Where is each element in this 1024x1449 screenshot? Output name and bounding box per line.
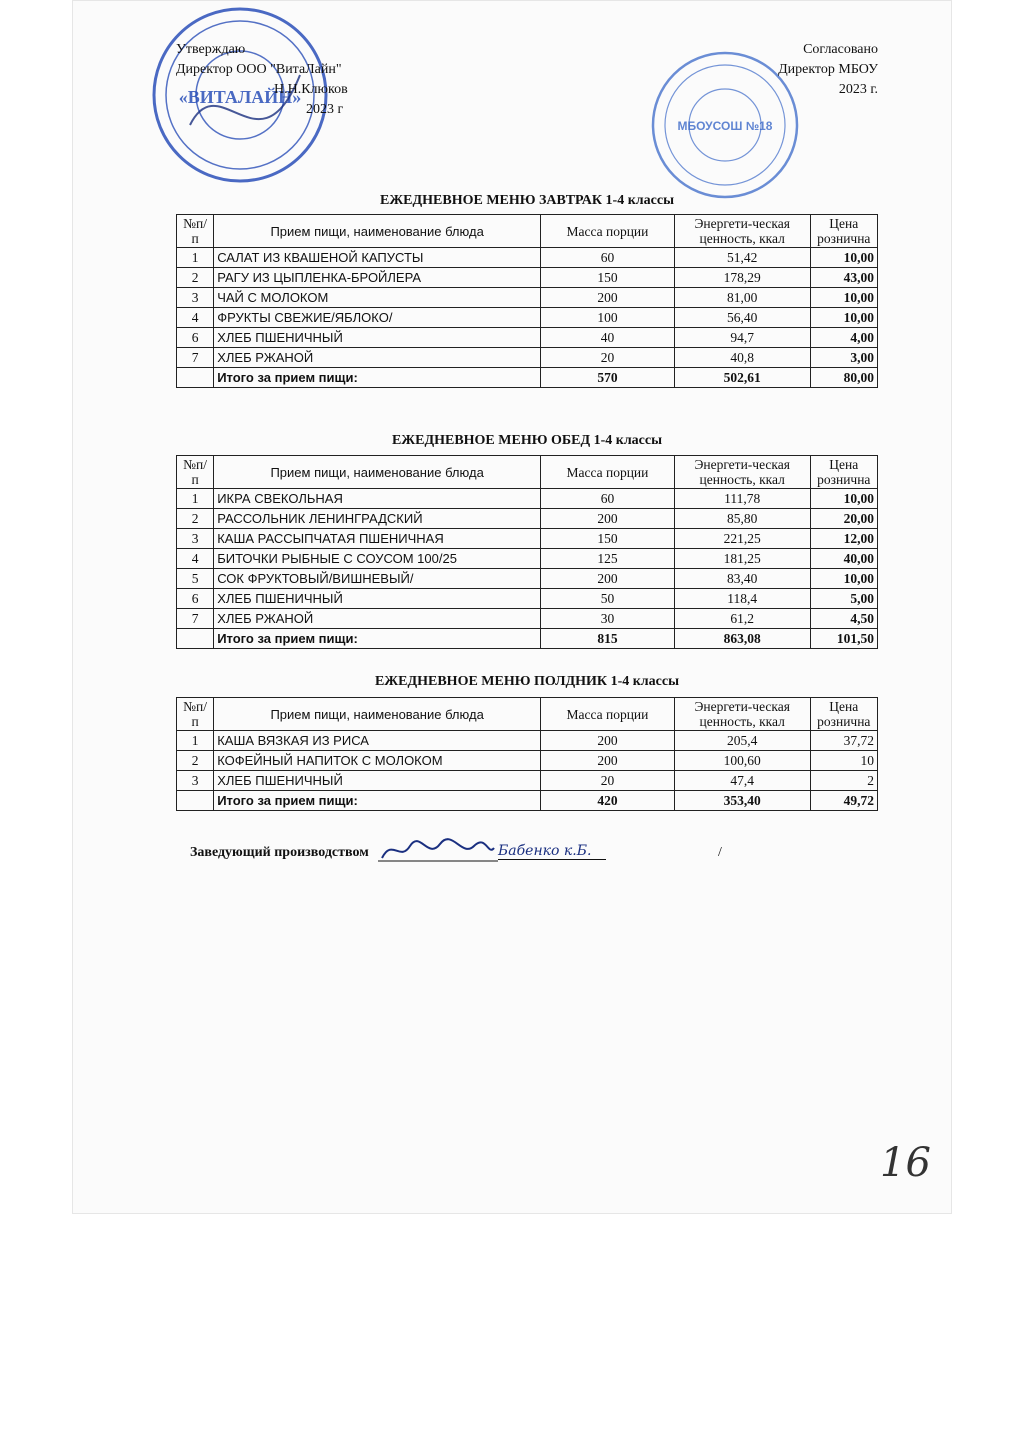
- col-mass-header: Масса порции: [541, 456, 675, 489]
- col-mass-header: Масса порции: [541, 698, 675, 731]
- portion-mass: 20: [541, 348, 675, 368]
- portion-mass: 20: [541, 771, 675, 791]
- table-row: [177, 489, 878, 509]
- portion-mass: 40: [541, 328, 675, 348]
- dish-name: ФРУКТЫ СВЕЖИЕ/ЯБЛОКО/: [214, 308, 541, 328]
- col-dish-header: Прием пищи, наименование блюда: [214, 698, 541, 731]
- total-row: [177, 368, 878, 388]
- table-row: [177, 268, 878, 288]
- portion-mass: 30: [541, 609, 675, 629]
- table-row: [177, 348, 878, 368]
- retail-price: 10: [810, 751, 877, 771]
- table-row: [177, 771, 878, 791]
- table-row: [177, 248, 878, 268]
- svg-text:МБОУСОШ №18: МБОУСОШ №18: [677, 119, 773, 133]
- col-number-header: №п/п: [177, 456, 214, 489]
- energy-value: 51,42: [674, 248, 810, 268]
- portion-mass: 200: [541, 731, 675, 751]
- total-row: [177, 629, 878, 649]
- dish-name: КАША ВЯЗКАЯ ИЗ РИСА: [214, 731, 541, 751]
- portion-mass: 60: [541, 489, 675, 509]
- agreed-label: Согласовано: [803, 42, 878, 57]
- agreer-date: 2023 г.: [838, 82, 878, 97]
- dish-name: ЧАЙ С МОЛОКОМ: [214, 288, 541, 308]
- table-row: [177, 549, 878, 569]
- row-number: 7: [177, 609, 214, 629]
- row-number: 2: [177, 268, 214, 288]
- col-dish-header: Прием пищи, наименование блюда: [214, 215, 541, 248]
- row-number: 4: [177, 308, 214, 328]
- total-empty: [177, 629, 214, 649]
- total-energy: 502,61: [674, 368, 810, 388]
- table-row: [177, 308, 878, 328]
- retail-price: 3,00: [810, 348, 877, 368]
- energy-value: 205,4: [674, 731, 810, 751]
- snack-table: [176, 697, 878, 811]
- retail-price: 37,72: [810, 731, 877, 751]
- col-energy-header: Энергети-ческая ценность, ккал: [674, 456, 810, 489]
- portion-mass: 60: [541, 248, 675, 268]
- retail-price: 5,00: [810, 589, 877, 609]
- retail-price: 2: [810, 771, 877, 791]
- table-row: [177, 529, 878, 549]
- row-number: 1: [177, 248, 214, 268]
- energy-value: 56,40: [674, 308, 810, 328]
- col-price-header: Цена рознична: [810, 215, 877, 248]
- dish-name: САЛАТ ИЗ КВАШЕНОЙ КАПУСТЫ: [214, 248, 541, 268]
- col-number-header: №п/п: [177, 698, 214, 731]
- row-number: 2: [177, 751, 214, 771]
- col-energy-header: Энергети-ческая ценность, ккал: [674, 215, 810, 248]
- total-energy: 863,08: [674, 629, 810, 649]
- col-mass-header: Масса порции: [541, 215, 675, 248]
- total-price: 101,50: [810, 629, 877, 649]
- dish-name: ХЛЕБ ПШЕНИЧНЫЙ: [214, 771, 541, 791]
- table-row: [177, 589, 878, 609]
- approver-name: Н.Н.Клюков: [274, 82, 348, 97]
- col-dish-header: Прием пищи, наименование блюда: [214, 456, 541, 489]
- breakfast-table: [176, 214, 878, 388]
- portion-mass: 200: [541, 751, 675, 771]
- row-number: 3: [177, 529, 214, 549]
- energy-value: 100,60: [674, 751, 810, 771]
- portion-mass: 200: [541, 569, 675, 589]
- total-energy: 353,40: [674, 791, 810, 811]
- row-number: 7: [177, 348, 214, 368]
- total-price: 80,00: [810, 368, 877, 388]
- total-empty: [177, 368, 214, 388]
- dish-name: ХЛЕБ ПШЕНИЧНЫЙ: [214, 589, 541, 609]
- dish-name: ХЛЕБ РЖАНОЙ: [214, 348, 541, 368]
- dish-name: РАГУ ИЗ ЦЫПЛЕНКА-БРОЙЛЕРА: [214, 268, 541, 288]
- table-row: [177, 609, 878, 629]
- row-number: 5: [177, 569, 214, 589]
- total-price: 49,72: [810, 791, 877, 811]
- row-number: 1: [177, 731, 214, 751]
- lunch-title: ЕЖЕДНЕВНОЕ МЕНЮ ОБЕД 1-4 классы: [391, 433, 663, 448]
- energy-value: 85,80: [674, 509, 810, 529]
- total-mass: 815: [541, 629, 675, 649]
- total-label: Итого за прием пищи:: [214, 791, 541, 811]
- table-row: [177, 569, 878, 589]
- lunch-table: [176, 455, 878, 649]
- agreer-title: Директор МБОУ: [778, 62, 878, 77]
- total-mass: 570: [541, 368, 675, 388]
- energy-value: 111,78: [674, 489, 810, 509]
- row-number: 1: [177, 489, 214, 509]
- dish-name: РАССОЛЬНИК ЛЕНИНГРАДСКИЙ: [214, 509, 541, 529]
- row-number: 6: [177, 589, 214, 609]
- breakfast-title: ЕЖЕДНЕВНОЕ МЕНЮ ЗАВТРАК 1-4 классы: [380, 193, 674, 208]
- approval-block: [176, 40, 348, 120]
- total-label: Итого за прием пищи:: [214, 368, 541, 388]
- retail-price: 10,00: [810, 248, 877, 268]
- signature-name: Бабенко к.Б.: [498, 843, 606, 860]
- total-row: [177, 791, 878, 811]
- production-manager-label: Заведующий производством: [190, 845, 369, 860]
- retail-price: 10,00: [810, 288, 877, 308]
- dish-name: СОК ФРУКТОВЫЙ/ВИШНЕВЫЙ/: [214, 569, 541, 589]
- retail-price: 12,00: [810, 529, 877, 549]
- table-row: [177, 509, 878, 529]
- approver-date: 2023 г: [306, 102, 344, 117]
- dish-name: БИТОЧКИ РЫБНЫЕ С СОУСОМ 100/25: [214, 549, 541, 569]
- table-header-row: [177, 215, 878, 248]
- approved-label: Утверждаю: [176, 42, 246, 57]
- table-header-row: [177, 698, 878, 731]
- total-empty: [177, 791, 214, 811]
- portion-mass: 125: [541, 549, 675, 569]
- dish-name: ХЛЕБ РЖАНОЙ: [214, 609, 541, 629]
- energy-value: 61,2: [674, 609, 810, 629]
- retail-price: 4,00: [810, 328, 877, 348]
- approver-title: Директор ООО "ВитаЛайн": [176, 62, 342, 77]
- energy-value: 40,8: [674, 348, 810, 368]
- page-number: 16: [880, 1140, 931, 1186]
- retail-price: 10,00: [810, 308, 877, 328]
- retail-price: 20,00: [810, 509, 877, 529]
- row-number: 2: [177, 509, 214, 529]
- table-row: [177, 751, 878, 771]
- energy-value: 118,4: [674, 589, 810, 609]
- retail-price: 10,00: [810, 489, 877, 509]
- table-row: [177, 731, 878, 751]
- col-number-header: №п/п: [177, 215, 214, 248]
- row-number: 3: [177, 288, 214, 308]
- total-mass: 420: [541, 791, 675, 811]
- energy-value: 83,40: [674, 569, 810, 589]
- energy-value: 94,7: [674, 328, 810, 348]
- dish-name: ИКРА СВЕКОЛЬНАЯ: [214, 489, 541, 509]
- portion-mass: 200: [541, 288, 675, 308]
- handwritten-signature: [378, 836, 498, 864]
- dish-name: ХЛЕБ ПШЕНИЧНЫЙ: [214, 328, 541, 348]
- retail-price: 43,00: [810, 268, 877, 288]
- retail-price: 10,00: [810, 569, 877, 589]
- row-number: 6: [177, 328, 214, 348]
- energy-value: 221,25: [674, 529, 810, 549]
- table-header-row: [177, 456, 878, 489]
- slash-mark: /: [718, 845, 722, 860]
- col-price-header: Цена рознична: [810, 698, 877, 731]
- portion-mass: 50: [541, 589, 675, 609]
- table-row: [177, 288, 878, 308]
- portion-mass: 150: [541, 529, 675, 549]
- portion-mass: 100: [541, 308, 675, 328]
- portion-mass: 200: [541, 509, 675, 529]
- agreement-block: [778, 40, 878, 100]
- col-price-header: Цена рознична: [810, 456, 877, 489]
- energy-value: 47,4: [674, 771, 810, 791]
- portion-mass: 150: [541, 268, 675, 288]
- dish-name: КАША РАССЫПЧАТАЯ ПШЕНИЧНАЯ: [214, 529, 541, 549]
- svg-text:«ВИТАЛАЙН»: «ВИТАЛАЙН»: [178, 87, 302, 107]
- dish-name: КОФЕЙНЫЙ НАПИТОК С МОЛОКОМ: [214, 751, 541, 771]
- snack-title: ЕЖЕДНЕВНОЕ МЕНЮ ПОЛДНИК 1-4 классы: [374, 674, 680, 689]
- row-number: 3: [177, 771, 214, 791]
- row-number: 4: [177, 549, 214, 569]
- energy-value: 178,29: [674, 268, 810, 288]
- energy-value: 181,25: [674, 549, 810, 569]
- energy-value: 81,00: [674, 288, 810, 308]
- table-row: [177, 328, 878, 348]
- col-energy-header: Энергети-ческая ценность, ккал: [674, 698, 810, 731]
- total-label: Итого за прием пищи:: [214, 629, 541, 649]
- retail-price: 4,50: [810, 609, 877, 629]
- retail-price: 40,00: [810, 549, 877, 569]
